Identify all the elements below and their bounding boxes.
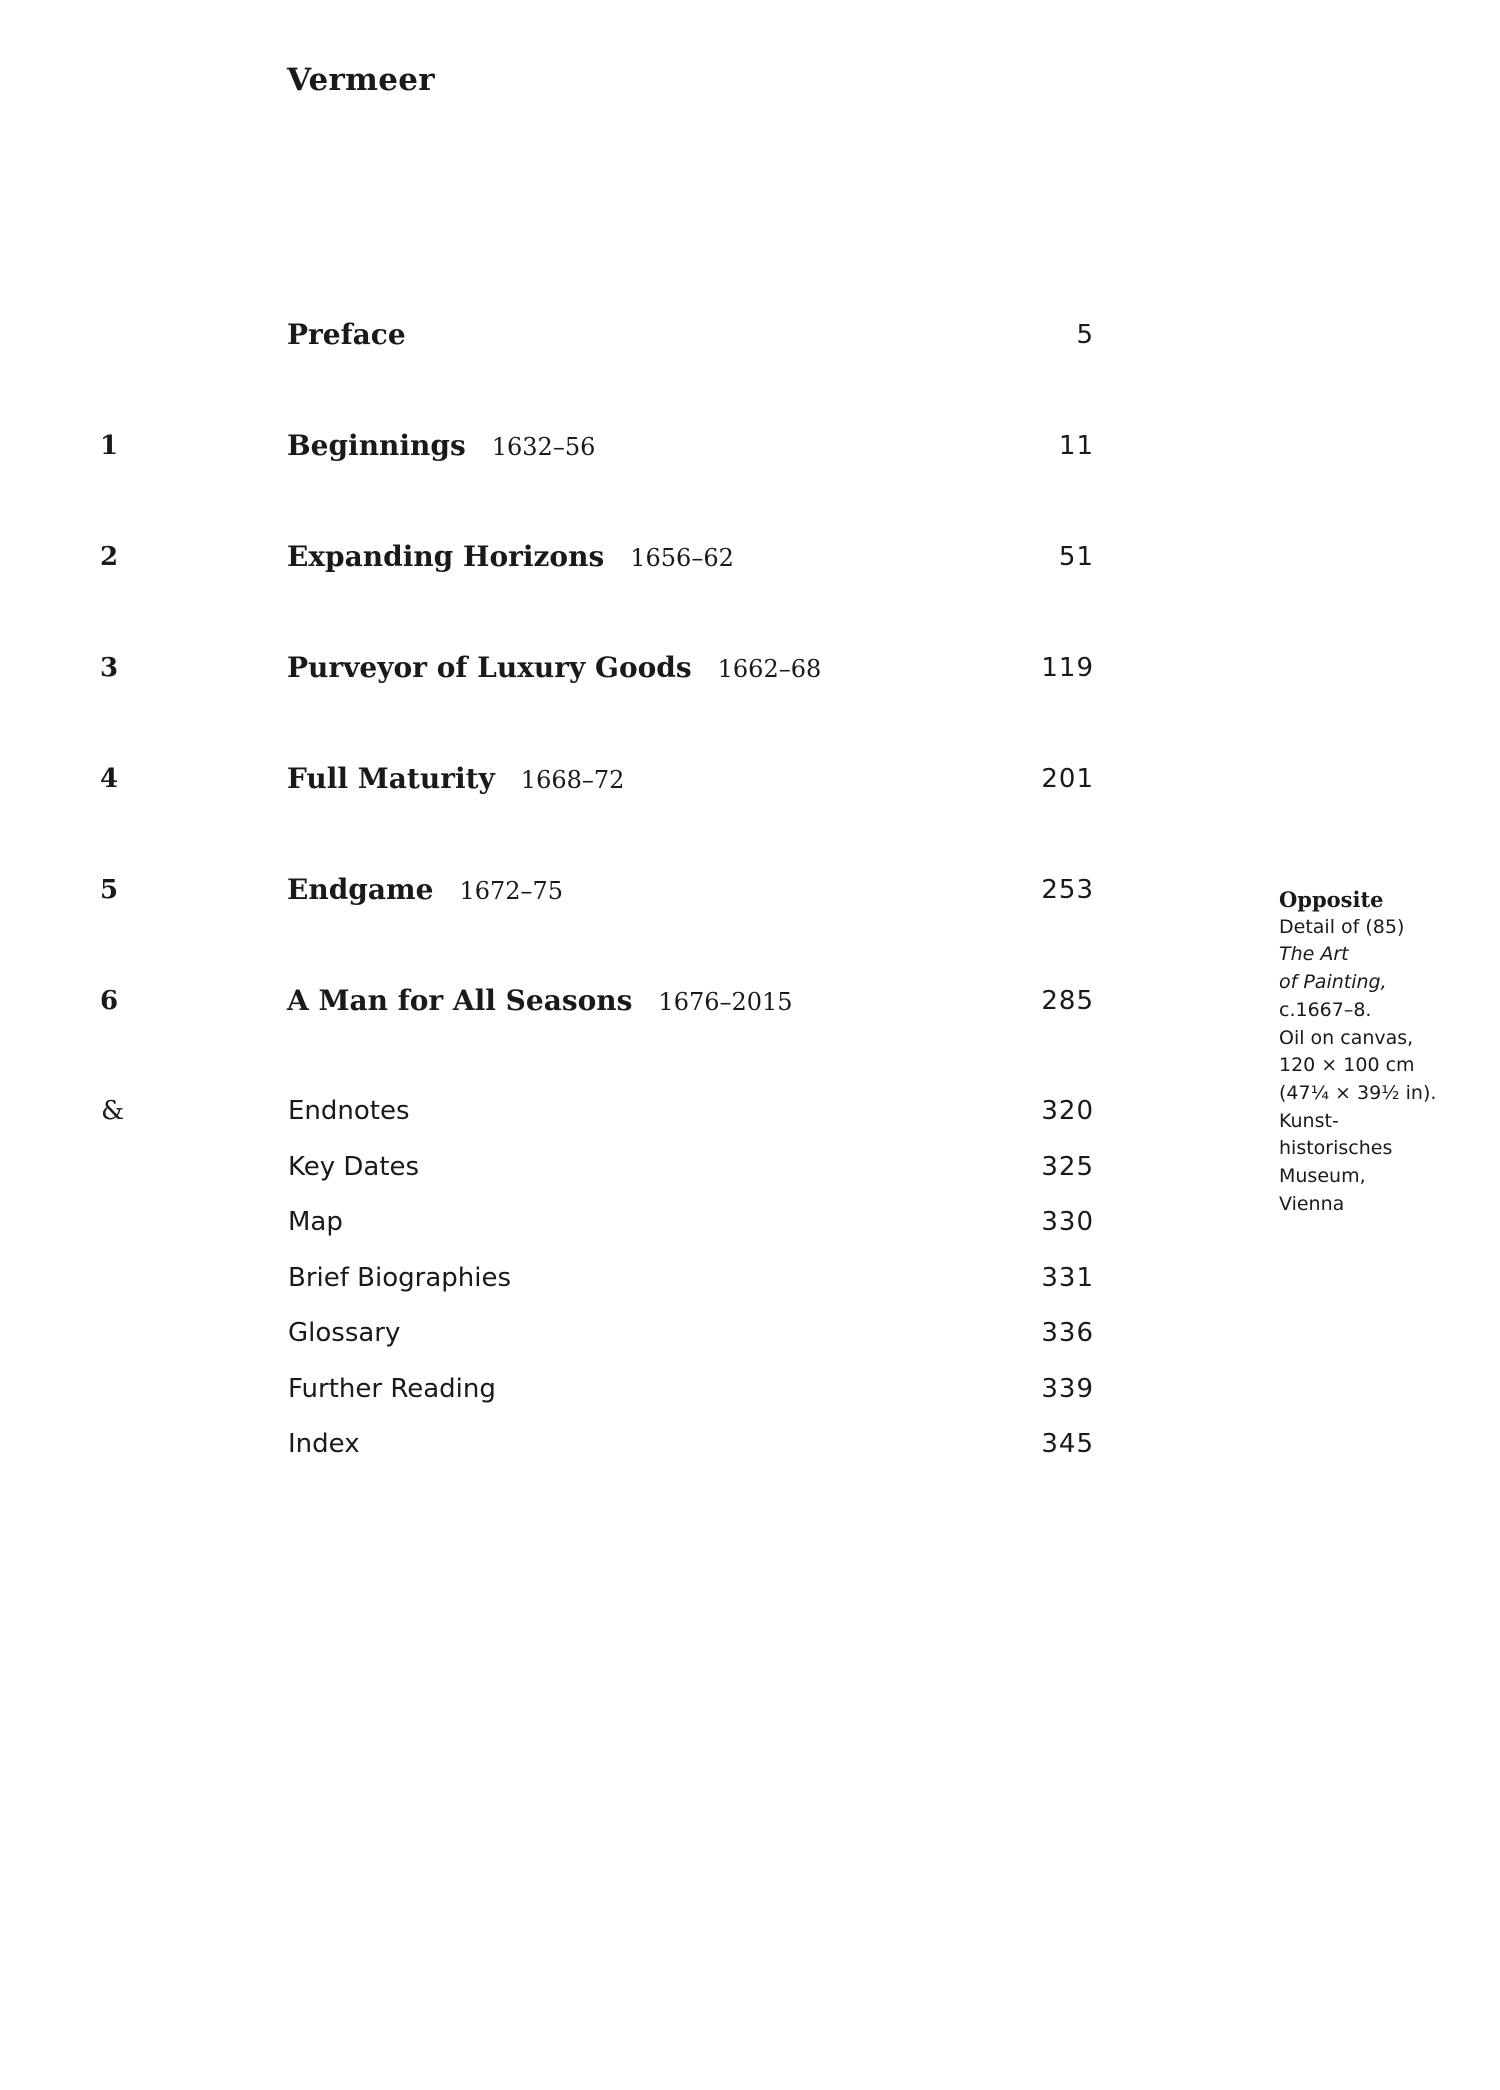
chapter-title: Preface [287, 318, 406, 351]
chapter-dates: 1672–75 [459, 877, 564, 905]
back-matter-title: Map [288, 1207, 343, 1237]
toc-row-endnotes[interactable] [0, 1092, 1500, 1136]
back-matter-page-number: 331 [1041, 1262, 1094, 1293]
toc-row-further-reading[interactable] [0, 1370, 1500, 1414]
back-matter-page-number: 330 [1041, 1207, 1094, 1237]
back-matter-title: Glossary [288, 1318, 401, 1348]
caption-line: Museum, [1279, 1165, 1366, 1188]
back-matter-title: Key Dates [288, 1151, 420, 1182]
chapter-page-number: 51 [1058, 542, 1094, 572]
chapter-title: A Man for All Seasons [287, 984, 633, 1017]
back-matter-page-number: 345 [1041, 1429, 1094, 1459]
chapter-dates: 1668–72 [520, 766, 625, 794]
chapter-page-number: 201 [1041, 764, 1094, 794]
caption-line: Detail of (85) [1279, 915, 1405, 938]
chapter-page-number: 5 [1076, 320, 1094, 350]
back-matter-title: Endnotes [288, 1096, 410, 1126]
chapter-page-number: 253 [1041, 875, 1094, 905]
toc-row-map[interactable] [0, 1203, 1500, 1247]
toc-row-chapter-1[interactable] [0, 423, 1500, 473]
chapter-dates: 1632–56 [491, 433, 596, 461]
back-matter-page-number: 336 [1041, 1318, 1094, 1348]
back-matter-title: Further Reading [288, 1373, 496, 1404]
toc-row-brief-biographies[interactable] [0, 1259, 1500, 1303]
toc-row-glossary[interactable] [0, 1314, 1500, 1358]
toc-row-chapter-3[interactable] [0, 645, 1500, 695]
chapter-title: Purveyor of Luxury Goods [287, 651, 692, 684]
caption-artwork-title: The Art [1279, 943, 1349, 966]
back-matter-title: Brief Biographies [288, 1262, 512, 1293]
caption-line: Kunst- [1279, 1109, 1339, 1132]
back-matter-page-number: 325 [1041, 1151, 1094, 1182]
chapter-title-wrap [287, 429, 595, 462]
chapter-dates: 1656–62 [630, 544, 734, 572]
caption-line: Oil on canvas, [1279, 1026, 1414, 1049]
caption-line: 120 × 100 cm [1279, 1054, 1415, 1077]
toc-row-index[interactable] [0, 1425, 1500, 1469]
caption-line: Vienna [1279, 1192, 1345, 1215]
caption-line: c.1667–8. [1279, 998, 1372, 1021]
chapter-title-wrap [287, 540, 734, 573]
chapter-title-wrap [287, 984, 793, 1017]
caption-artwork-title: of Painting, [1279, 971, 1387, 994]
chapter-number: 6 [100, 986, 119, 1016]
chapter-number: 3 [100, 653, 119, 683]
back-matter-page-number: 320 [1041, 1096, 1094, 1126]
toc-row-chapter-4[interactable] [0, 756, 1500, 806]
chapter-title: Endgame [287, 873, 434, 906]
toc-row-chapter-5[interactable] [0, 867, 1500, 917]
caption-heading: Opposite [1279, 887, 1384, 912]
back-matter-page-number: 339 [1041, 1373, 1094, 1404]
chapter-title-wrap [287, 873, 563, 906]
image-caption [1279, 886, 1439, 1218]
toc-row-chapter-6[interactable] [0, 978, 1500, 1028]
chapter-number: 4 [100, 764, 119, 794]
chapter-number: 5 [100, 875, 119, 905]
chapter-dates: 1662–68 [717, 655, 822, 683]
chapter-dates: 1676–2015 [658, 988, 793, 1016]
back-matter-ampersand: & [101, 1096, 125, 1126]
chapter-title: Expanding Horizons [287, 540, 605, 573]
chapter-title-wrap [287, 762, 624, 795]
back-matter-title: Index [288, 1429, 360, 1459]
toc-row-key-dates[interactable] [0, 1148, 1500, 1192]
chapter-title: Full Maturity [287, 762, 495, 795]
toc-row-chapter-2[interactable] [0, 534, 1500, 584]
book-title: Vermeer [287, 62, 435, 98]
chapter-page-number: 285 [1041, 986, 1094, 1016]
chapter-number: 1 [100, 431, 119, 461]
chapter-page-number: 11 [1058, 431, 1094, 461]
toc-row-preface[interactable] [0, 312, 1500, 362]
chapter-number: 2 [100, 542, 119, 572]
chapter-page-number: 119 [1041, 653, 1094, 683]
caption-line: historisches [1279, 1137, 1393, 1160]
caption-line: (47¼ × 39½ in). [1279, 1081, 1437, 1104]
chapter-title-wrap [287, 651, 821, 684]
chapter-title: Beginnings [287, 429, 466, 462]
